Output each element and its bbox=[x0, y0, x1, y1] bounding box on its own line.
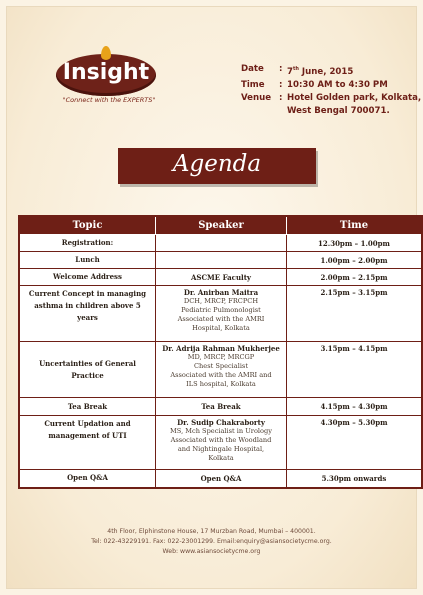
agenda-banner bbox=[118, 148, 316, 184]
event-info bbox=[241, 63, 421, 118]
speaker-name: Dr. Adrija Rahman Mukherjee bbox=[162, 344, 280, 353]
speaker-detail: Hospital, Kolkata bbox=[192, 324, 250, 332]
row-speaker bbox=[156, 470, 287, 488]
venue-line2: West Bengal 700071. bbox=[287, 105, 390, 116]
row-topic: Tea Break bbox=[19, 398, 156, 416]
venue-line2-row bbox=[241, 105, 421, 118]
row-time: 12.30pm – 1.00pm bbox=[287, 235, 423, 252]
speaker-name: Tea Break bbox=[201, 402, 241, 411]
speaker-name: Dr. Anirban Maitra bbox=[183, 288, 259, 297]
agenda-table bbox=[18, 215, 423, 489]
row-time: 5.30pm onwards bbox=[287, 470, 423, 488]
date-day: 7 bbox=[287, 66, 293, 77]
insight-logo bbox=[50, 50, 168, 116]
time-row bbox=[241, 79, 421, 92]
flame-icon bbox=[101, 46, 111, 60]
header-time: Time bbox=[287, 216, 423, 235]
row-time: 4.30pm – 5.30pm bbox=[287, 416, 423, 470]
row-speaker bbox=[156, 398, 287, 416]
agenda-title: Agenda bbox=[172, 151, 262, 177]
row-speaker bbox=[156, 269, 287, 286]
logo-tagline: "Connect with the EXPERTS" bbox=[62, 96, 156, 104]
separator: : bbox=[279, 64, 283, 74]
table-row bbox=[19, 398, 422, 416]
header-topic: Topic bbox=[19, 216, 156, 235]
date-value bbox=[287, 63, 353, 79]
footer-web: Web: www.asiansocietycme.org bbox=[162, 548, 261, 555]
speaker-detail: Associated with the AMRI bbox=[177, 315, 265, 323]
venue-label: Venue bbox=[241, 92, 272, 103]
date-label: Date bbox=[241, 64, 264, 74]
row-topic: Current Updation and management of UTI bbox=[19, 416, 156, 470]
row-speaker bbox=[156, 235, 287, 252]
date-rest: June, 2015 bbox=[298, 66, 354, 77]
speaker-detail: Kolkata bbox=[208, 454, 234, 462]
table-row bbox=[19, 342, 422, 398]
row-time: 2.00pm – 2.15pm bbox=[287, 269, 423, 286]
table-row bbox=[19, 416, 422, 470]
time-label: Time bbox=[241, 79, 265, 90]
speaker-name: ASCME Faculty bbox=[190, 272, 251, 282]
table-row bbox=[19, 235, 422, 252]
speaker-detail: ILS hospital, Kolkata bbox=[186, 380, 256, 388]
date-row bbox=[241, 63, 421, 79]
speaker-detail: Associated with the AMRI and bbox=[170, 371, 272, 379]
row-topic: Registration: bbox=[19, 235, 156, 252]
row-topic: Lunch bbox=[19, 252, 156, 269]
table-row bbox=[19, 470, 422, 488]
footer bbox=[0, 527, 423, 557]
speaker-detail: DCH, MRCP, FRCPCH bbox=[183, 297, 259, 305]
separator: : bbox=[279, 92, 283, 103]
row-time: 3.15pm – 4.15pm bbox=[287, 342, 423, 398]
row-speaker bbox=[156, 252, 287, 269]
row-time: 4.15pm – 4.30pm bbox=[287, 398, 423, 416]
speaker-detail: Pediatric Pulmonologist bbox=[181, 306, 261, 314]
row-speaker bbox=[156, 416, 287, 470]
speaker-name: Open Q&A bbox=[200, 473, 242, 483]
speaker-detail: and Nightingale Hospital, bbox=[177, 445, 265, 453]
time-value: 10:30 AM to 4:30 PM bbox=[287, 79, 388, 90]
separator: : bbox=[279, 79, 283, 90]
table-row bbox=[19, 269, 422, 286]
row-topic: Welcome Address bbox=[19, 269, 156, 286]
footer-address: 4th Floor, Elphinstone House, 17 Murzban Road, Mumbai – 400001. bbox=[107, 528, 316, 535]
venue-row bbox=[241, 92, 421, 105]
venue-line1: Hotel Golden park, Kolkata, bbox=[287, 92, 422, 103]
row-speaker bbox=[156, 342, 287, 398]
speaker-detail: MD, MRCP, MRCGP bbox=[187, 353, 255, 361]
speaker-name: Dr. Sudip Chakraborty bbox=[177, 418, 265, 427]
header-speaker: Speaker bbox=[156, 216, 287, 235]
footer-contact: Tel: 022-43229191. Fax: 022-23001299. Email:enquiry@asiansocietycme.org. bbox=[91, 538, 332, 545]
row-topic: Uncertainties of General Practice bbox=[19, 342, 156, 398]
row-speaker bbox=[156, 286, 287, 342]
speaker-detail: Associated with the Woodland bbox=[170, 436, 272, 444]
table-header-row bbox=[19, 216, 422, 235]
row-time: 2.15pm – 3.15pm bbox=[287, 286, 423, 342]
row-topic: Current Concept in managing asthma in children above 5 years bbox=[19, 286, 156, 342]
speaker-detail: MS, Mch Specialist in Urology bbox=[170, 427, 272, 435]
speaker-detail: Chest Specialist bbox=[194, 362, 248, 370]
table-row bbox=[19, 286, 422, 342]
logo-wordmark: Insight bbox=[62, 60, 150, 85]
row-topic: Open Q&A bbox=[19, 470, 156, 488]
date-suffix: th bbox=[292, 66, 299, 72]
table-row bbox=[19, 252, 422, 269]
row-time: 1.00pm – 2.00pm bbox=[287, 252, 423, 269]
